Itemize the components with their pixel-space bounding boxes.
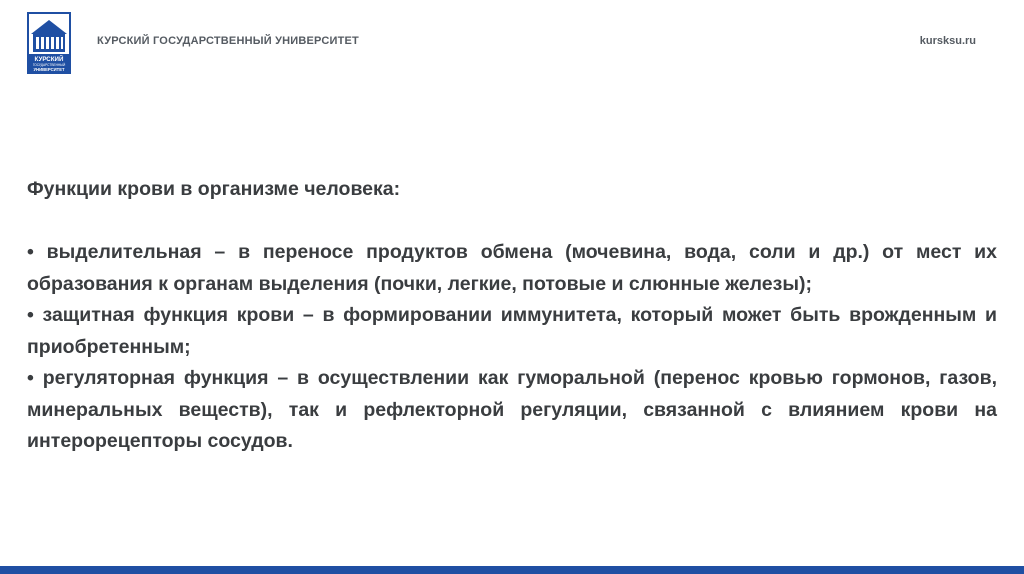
bullet-protective-function: • защитная функция крови – в формировании иммунитета, который может быть врожденным и приобретенным; (27, 304, 997, 358)
content-title: Функции крови в организме человека: (27, 178, 401, 200)
logo-text-line-2: ГОСУДАРСТВЕННЫЙ (32, 63, 66, 67)
footer-bar (0, 566, 1024, 574)
logo-text-line-3: УНИВЕРСИТЕТ (33, 67, 65, 72)
bullet-excretory-function: • выделительная – в переносе продуктов обмена (мочевина, вода, соли и др.) от мест их образования к органам выделения (почки, легкие, потовые и слюнные железы); (27, 241, 997, 295)
university-name: КУРСКИЙ ГОСУДАРСТВЕННЫЙ УНИВЕРСИТЕТ (97, 35, 359, 47)
university-building-logo-icon (27, 12, 71, 74)
university-logo (27, 12, 71, 74)
slide-header (0, 0, 1024, 80)
logo-text-line-1: КУРСКИЙ (34, 56, 64, 63)
site-url[interactable]: kursksu.ru (919, 35, 976, 47)
bullet-regulatory-function: • регуляторная функция – в осуществлении как гуморальной (перенос кровью гормонов, газов, минеральных веществ), так и рефлекторной регуляции, связанной с влиянием крови на интерорецепторы сосудов. (27, 367, 997, 452)
slide-content (27, 174, 997, 458)
